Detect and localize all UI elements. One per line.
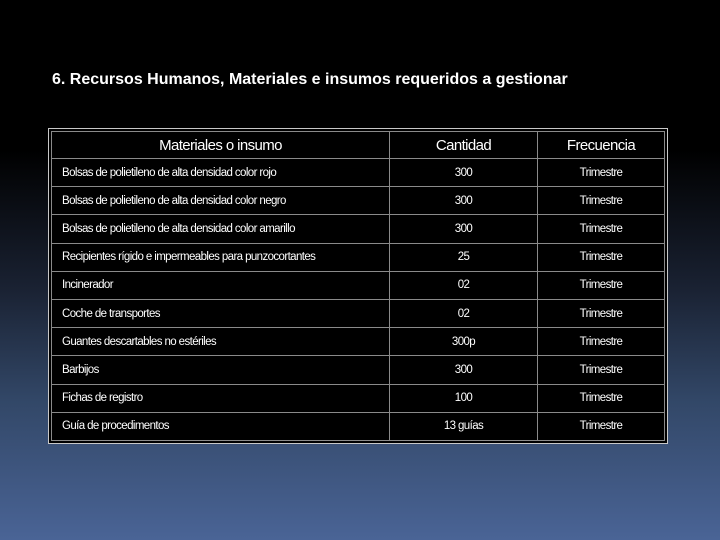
cell-material: Fichas de registro xyxy=(52,384,390,412)
table-row xyxy=(52,299,665,327)
cell-frequency: Trimestre xyxy=(538,384,665,412)
table-row xyxy=(52,328,665,356)
table-row xyxy=(52,159,665,187)
materials-table-frame xyxy=(48,128,668,444)
cell-quantity: 300 xyxy=(390,159,538,187)
slide-title: 6. Recursos Humanos, Materiales e insumos requeridos a gestionar xyxy=(52,71,568,88)
materials-table xyxy=(51,131,665,441)
cell-quantity: 02 xyxy=(390,271,538,299)
cell-quantity: 100 xyxy=(390,384,538,412)
cell-material: Recipientes rígido e impermeables para punzocortantes xyxy=(52,243,390,271)
table-row xyxy=(52,215,665,243)
table-row xyxy=(52,243,665,271)
header-frequency: Frecuencia xyxy=(538,132,665,159)
table-row xyxy=(52,384,665,412)
cell-quantity: 25 xyxy=(390,243,538,271)
table-row xyxy=(52,271,665,299)
table-header-row xyxy=(52,132,665,159)
cell-quantity: 300 xyxy=(390,187,538,215)
cell-material: Bolsas de polietileno de alta densidad color negro xyxy=(52,187,390,215)
cell-frequency: Trimestre xyxy=(538,412,665,440)
cell-material: Guía de procedimentos xyxy=(52,412,390,440)
table-row xyxy=(52,412,665,440)
cell-frequency: Trimestre xyxy=(538,328,665,356)
header-materials: Materiales o insumo xyxy=(52,132,390,159)
cell-frequency: Trimestre xyxy=(538,356,665,384)
cell-frequency: Trimestre xyxy=(538,215,665,243)
cell-frequency: Trimestre xyxy=(538,299,665,327)
cell-material: Bolsas de polietileno de alta densidad color amarillo xyxy=(52,215,390,243)
cell-material: Coche de transportes xyxy=(52,299,390,327)
cell-frequency: Trimestre xyxy=(538,271,665,299)
cell-material: Barbijos xyxy=(52,356,390,384)
cell-quantity: 300 xyxy=(390,215,538,243)
cell-material: Bolsas de polietileno de alta densidad color rojo xyxy=(52,159,390,187)
cell-quantity: 300p xyxy=(390,328,538,356)
cell-frequency: Trimestre xyxy=(538,187,665,215)
table-row xyxy=(52,187,665,215)
cell-quantity: 300 xyxy=(390,356,538,384)
cell-quantity: 13 guías xyxy=(390,412,538,440)
cell-material: Incinerador xyxy=(52,271,390,299)
cell-frequency: Trimestre xyxy=(538,243,665,271)
header-quantity: Cantidad xyxy=(390,132,538,159)
cell-material: Guantes descartables no estériles xyxy=(52,328,390,356)
table-row xyxy=(52,356,665,384)
cell-frequency: Trimestre xyxy=(538,159,665,187)
cell-quantity: 02 xyxy=(390,299,538,327)
